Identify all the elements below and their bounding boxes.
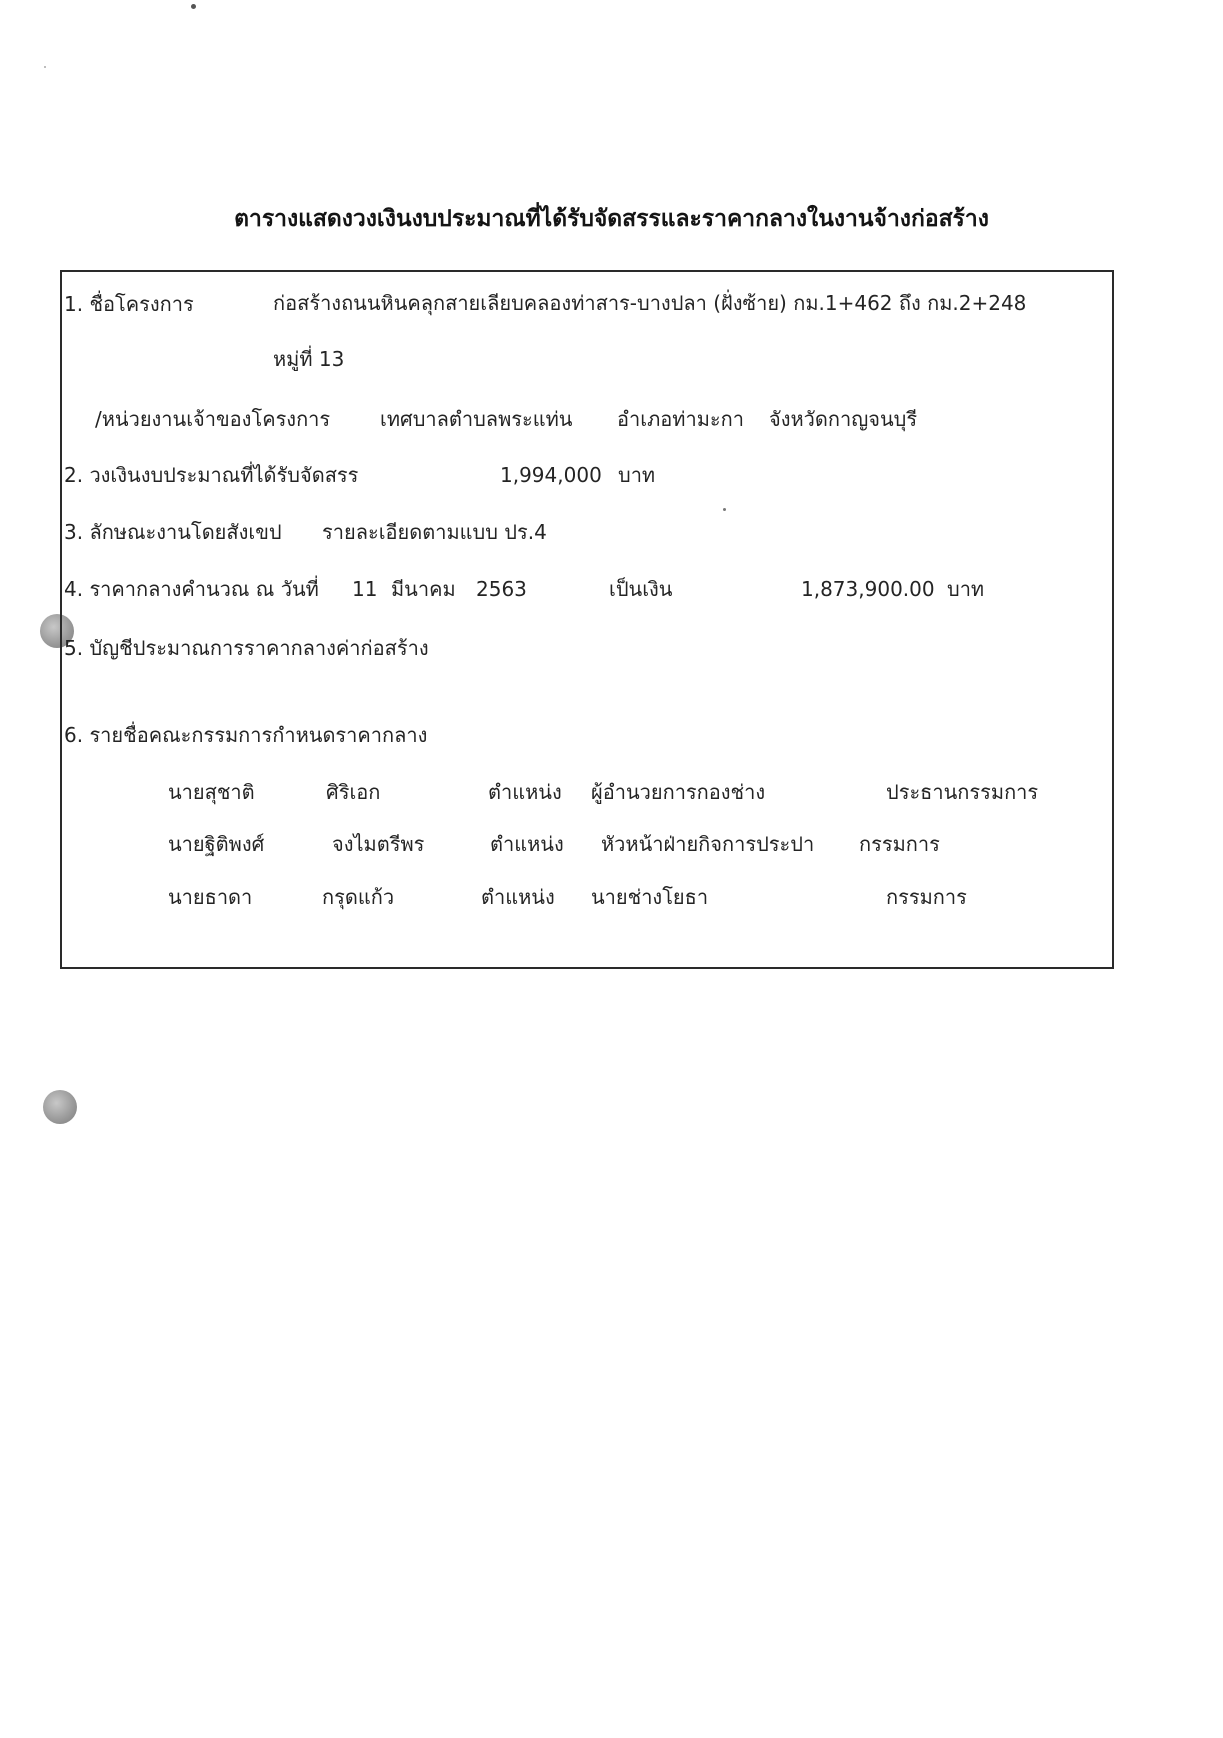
median-price-label: 4. ราคากลางคำนวณ ณ วันที่ [64,577,319,601]
work-detail: รายละเอียดตามแบบ ปร.4 [322,520,547,544]
owner-province: จังหวัดกาญจนบุรี [769,407,918,431]
median-price-year: 2563 [476,577,527,601]
member-position: นายช่างโยธา [591,885,709,909]
member-role: กรรมการ [859,832,940,856]
member-role: กรรมการ [886,885,967,909]
median-price-month: มีนาคม [391,577,456,601]
member-position: หัวหน้าฝ่ายกิจการประปา [601,832,815,856]
member-first-name: นายสุชาติ [168,780,255,804]
member-last-name: ศิริเอก [326,780,381,804]
budget-label: 2. วงเงินงบประมาณที่ได้รับจัดสรร [64,463,359,487]
median-price-unit: บาท [947,577,985,601]
committee-label: 6. รายชื่อคณะกรรมการกำหนดราคากลาง [64,723,428,747]
punch-hole-lower [43,1090,77,1124]
budget-amount: 1,994,000 [500,463,602,487]
member-position-label: ตำแหน่ง [488,780,562,804]
project-name-line1: ก่อสร้างถนนหินคลุกสายเลียบคลองท่าสาร-บางปลา (ฝั่งซ้าย) กม.1+462 ถึง กม.2+248 [273,291,1027,315]
form-box [60,270,1114,969]
budget-unit: บาท [618,463,656,487]
median-price-amount-label: เป็นเงิน [609,577,673,601]
median-price-day: 11 [352,577,378,601]
member-last-name: กรุดแก้ว [322,885,395,909]
owner-org: เทศบาลตำบลพระแท่น [380,407,573,431]
work-label: 3. ลักษณะงานโดยสังเขป [64,520,282,544]
scan-speck [44,66,46,68]
owner-label: /หน่วยงานเจ้าของโครงการ [95,407,331,431]
member-position: ผู้อำนวยการกองช่าง [591,780,766,804]
member-role: ประธานกรรมการ [886,780,1039,804]
member-last-name: จงไมตรีพร [332,832,425,856]
page-title: ตารางแสดงวงเงินงบประมาณที่ได้รับจัดสรรและราคากลางในงานจ้างก่อสร้าง [234,206,989,232]
member-position-label: ตำแหน่ง [490,832,564,856]
project-name-line2: หมู่ที่ 13 [273,347,345,371]
member-first-name: นายฐิติพงศ์ [168,832,265,856]
project-label: 1. ชื่อโครงการ [64,292,194,316]
median-price-amount: 1,873,900.00 [801,577,935,601]
scan-speck [191,4,196,9]
owner-district: อำเภอท่ามะกา [617,407,744,431]
member-first-name: นายธาดา [168,885,253,909]
item5-label: 5. บัญชีประมาณการราคากลางค่าก่อสร้าง [64,636,429,660]
member-position-label: ตำแหน่ง [481,885,555,909]
